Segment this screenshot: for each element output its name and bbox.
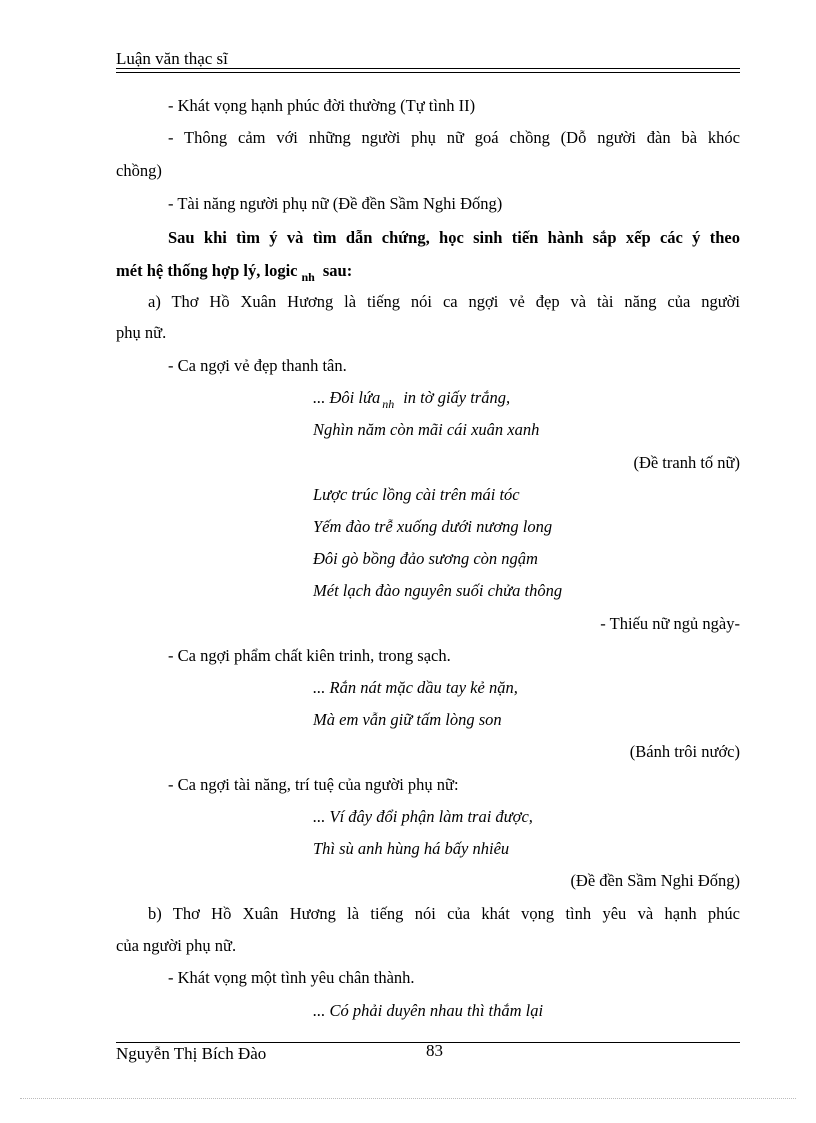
poem-line — [313, 388, 511, 411]
bullet-line: - Ca ngợi tài năng, trí tuệ của người phụ nữ: — [168, 775, 459, 794]
text-segment: sau: — [322, 261, 353, 280]
paragraph-line: - Thông cảm với những người phụ nữ goá chồng (Dỗ người đàn bà khóc — [168, 128, 740, 147]
paragraph-line-bold: Sau khi tìm ý và tìm dẫn chứng, học sinh tiến hành sắp xếp các ý theo — [168, 228, 740, 247]
poem-line: ... Ví đây đổi phận làm trai được, — [313, 807, 533, 826]
poem-source: (Đề tranh tố nữ) — [633, 453, 740, 472]
running-header: Luận văn thạc sĩ — [116, 49, 228, 68]
section-heading-b: b) Thơ Hồ Xuân Hương là tiếng nói của khát vọng tình yêu và hạnh phúc — [148, 904, 740, 923]
subscript-fragment: nh — [382, 397, 395, 411]
text-segment: ... Đôi lứa — [313, 388, 381, 407]
poem-line: Mà em vẫn giữ tấm lòng son — [313, 710, 502, 729]
poem-source: (Đề đền Sầm Nghi Đống) — [570, 871, 740, 890]
poem-source: (Bánh trôi nước) — [629, 742, 740, 761]
poem-source: - Thiếu nữ ngủ ngày- — [600, 614, 740, 633]
paragraph-line: phụ nữ. — [116, 323, 167, 342]
poem-line: ... Rắn nát mặc dầu tay kẻ nặn, — [313, 678, 518, 697]
poem-line: Yếm đào trễ xuống dưới nương long — [313, 517, 553, 536]
bullet-line: - Ca ngợi phẩm chất kiên trinh, trong sạch. — [168, 646, 451, 665]
paragraph-line-bold — [116, 261, 353, 284]
poem-line: Đôi gò bồng đảo sương còn ngậm — [313, 549, 538, 568]
bullet-line: - Khát vọng một tình yêu chân thành. — [168, 968, 415, 987]
paragraph-line: - Khát vọng hạnh phúc đời thường (Tự tình II) — [168, 96, 476, 115]
paragraph-line: - Tài năng người phụ nữ (Đề đền Sầm Nghi Đống) — [168, 194, 503, 213]
header-rule — [116, 68, 740, 69]
poem-line: ... Có phải duyên nhau thì thắm lại — [313, 1001, 544, 1020]
paragraph-line: của người phụ nữ. — [116, 936, 237, 955]
bullet-line: - Ca ngợi vẻ đẹp thanh tân. — [168, 356, 347, 375]
page-edge-divider — [20, 1098, 796, 1099]
paragraph-line: chồng) — [116, 161, 162, 180]
page-number: 83 — [426, 1041, 443, 1060]
poem-line: Nghìn năm còn mãi cái xuân xanh — [313, 420, 540, 439]
section-heading-a: a) Thơ Hồ Xuân Hương là tiếng nói ca ngợi vẻ đẹp và tài năng của người — [148, 292, 740, 311]
poem-line: Lược trúc lồng cài trên mái tóc — [313, 485, 520, 504]
poem-line: Mét lạch đào nguyên suối chửa thông — [313, 581, 563, 600]
text-segment: in tờ giấy trắng, — [403, 388, 511, 407]
subscript-fragment: nh — [301, 270, 315, 284]
header-rule-thin — [116, 72, 740, 73]
footer-author: Nguyễn Thị Bích Đào — [116, 1044, 267, 1063]
poem-line: Thì sù anh hùng há bấy nhiêu — [313, 839, 510, 858]
text-segment: mét hệ thống hợp lý, logic — [116, 261, 298, 280]
